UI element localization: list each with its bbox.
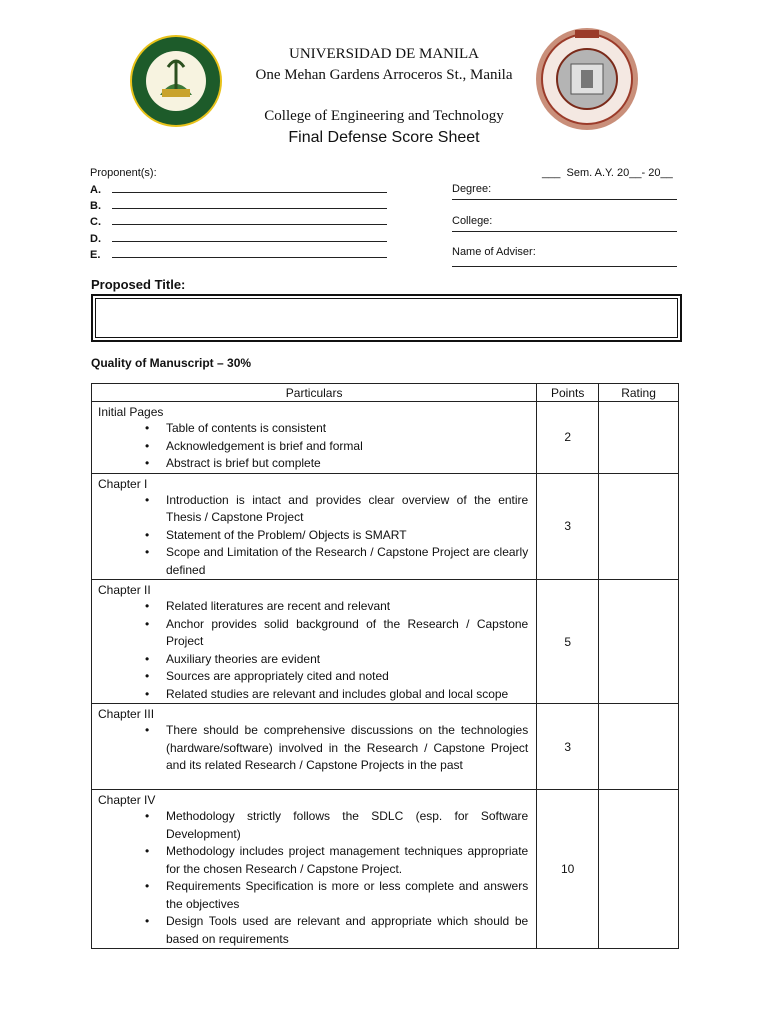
table-row bbox=[92, 473, 679, 580]
criteria-list bbox=[98, 492, 530, 580]
points-cell: 3 bbox=[537, 473, 599, 580]
proponent-row[interactable]: E. bbox=[90, 247, 387, 263]
list-item: • Acknowledgement is brief and formal bbox=[166, 438, 530, 456]
header-rating: Rating bbox=[599, 384, 679, 402]
list-item: • Requirements Specification is more or less complete and answers the objectives bbox=[166, 878, 530, 913]
document-title: Final Defense Score Sheet bbox=[288, 129, 480, 146]
criteria-list bbox=[98, 420, 530, 473]
list-item: • Auxiliary theories are evident bbox=[166, 651, 530, 669]
semester-field[interactable]: ___ Sem. A.Y. 20__- 20__ bbox=[542, 167, 673, 179]
particulars-cell bbox=[92, 580, 537, 704]
points-cell: 3 bbox=[537, 704, 599, 790]
list-item: • Introduction is intact and provides clear overview of the entire Thesis / Capstone Project bbox=[166, 492, 530, 527]
list-item: • Table of contents is consistent bbox=[166, 420, 530, 438]
list-item: • Abstract is brief but complete bbox=[166, 455, 530, 473]
degree-label: Degree: bbox=[452, 183, 492, 195]
header-points: Points bbox=[537, 384, 599, 402]
list-item: • Related literatures are recent and relevant bbox=[166, 598, 530, 616]
proponent-row[interactable]: A. bbox=[90, 182, 387, 198]
list-item: • Design Tools used are relevant and appropriate which should be based on requirements bbox=[166, 913, 530, 948]
college-name: College of Engineering and Technology bbox=[264, 108, 504, 124]
header-particulars: Particulars bbox=[92, 384, 537, 402]
list-item: • There should be comprehensive discussions on the technologies (hardware/software) involved in the Research / Capstone Project and its related Research / Capstone Projects in the past bbox=[166, 722, 530, 775]
college-label: College: bbox=[452, 215, 493, 227]
table-row bbox=[92, 580, 679, 704]
section-heading: Chapter II bbox=[98, 583, 151, 597]
proponent-row[interactable]: B. bbox=[90, 198, 387, 214]
university-address: One Mehan Gardens Arroceros St., Manila bbox=[255, 67, 513, 83]
particulars-cell bbox=[92, 704, 537, 790]
list-item: • Anchor provides solid background of the Research / Capstone Project bbox=[166, 616, 530, 651]
points-cell: 5 bbox=[537, 580, 599, 704]
list-item: • Sources are appropriately cited and noted bbox=[166, 668, 530, 686]
list-item: • Statement of the Problem/ Objects is SMART bbox=[166, 527, 530, 545]
proponents-label: Proponent(s): bbox=[90, 167, 157, 179]
criteria-list bbox=[98, 598, 530, 703]
table-row bbox=[92, 402, 679, 474]
particulars-cell bbox=[92, 473, 537, 580]
adviser-label: Name of Adviser: bbox=[452, 246, 536, 258]
university-name: UNIVERSIDAD DE MANILA bbox=[289, 46, 479, 62]
points-cell: 10 bbox=[537, 790, 599, 949]
rating-cell[interactable] bbox=[599, 580, 679, 704]
section-heading: Chapter I bbox=[98, 476, 148, 491]
proposed-title-box[interactable] bbox=[91, 294, 682, 342]
table-row bbox=[92, 704, 679, 790]
section-title: Quality of Manuscript – 30% bbox=[91, 356, 252, 370]
rating-cell[interactable] bbox=[599, 704, 679, 790]
list-item: • Methodology includes project management techniques appropriate for the chosen Research / Capstone Project. bbox=[166, 843, 530, 878]
list-item: • Methodology strictly follows the SDLC (esp. for Software Development) bbox=[166, 808, 530, 843]
table-row bbox=[92, 790, 679, 949]
section-heading: Initial Pages bbox=[98, 405, 164, 419]
particulars-cell bbox=[92, 790, 537, 949]
rating-cell[interactable] bbox=[599, 790, 679, 949]
proponent-row[interactable]: C. bbox=[90, 214, 387, 230]
college-line[interactable] bbox=[452, 231, 677, 232]
rating-cell[interactable] bbox=[599, 402, 679, 474]
rating-cell[interactable] bbox=[599, 473, 679, 580]
criteria-list bbox=[98, 722, 530, 775]
table-header-row bbox=[92, 384, 679, 402]
list-item: • Scope and Limitation of the Research / Capstone Project are clearly defined bbox=[166, 544, 530, 579]
section-heading: Chapter IV bbox=[98, 793, 156, 807]
criteria-list bbox=[98, 808, 530, 948]
adviser-line[interactable] bbox=[452, 266, 677, 267]
proposed-title-label: Proposed Title: bbox=[91, 277, 186, 292]
points-cell: 2 bbox=[537, 402, 599, 474]
score-table bbox=[91, 383, 679, 949]
degree-line[interactable] bbox=[452, 199, 677, 200]
proponent-row[interactable]: D. bbox=[90, 231, 387, 247]
list-item: • Related studies are relevant and includes global and local scope bbox=[166, 686, 530, 704]
section-heading: Chapter III bbox=[98, 707, 155, 721]
proponents-list bbox=[90, 182, 387, 263]
particulars-cell bbox=[92, 402, 537, 474]
